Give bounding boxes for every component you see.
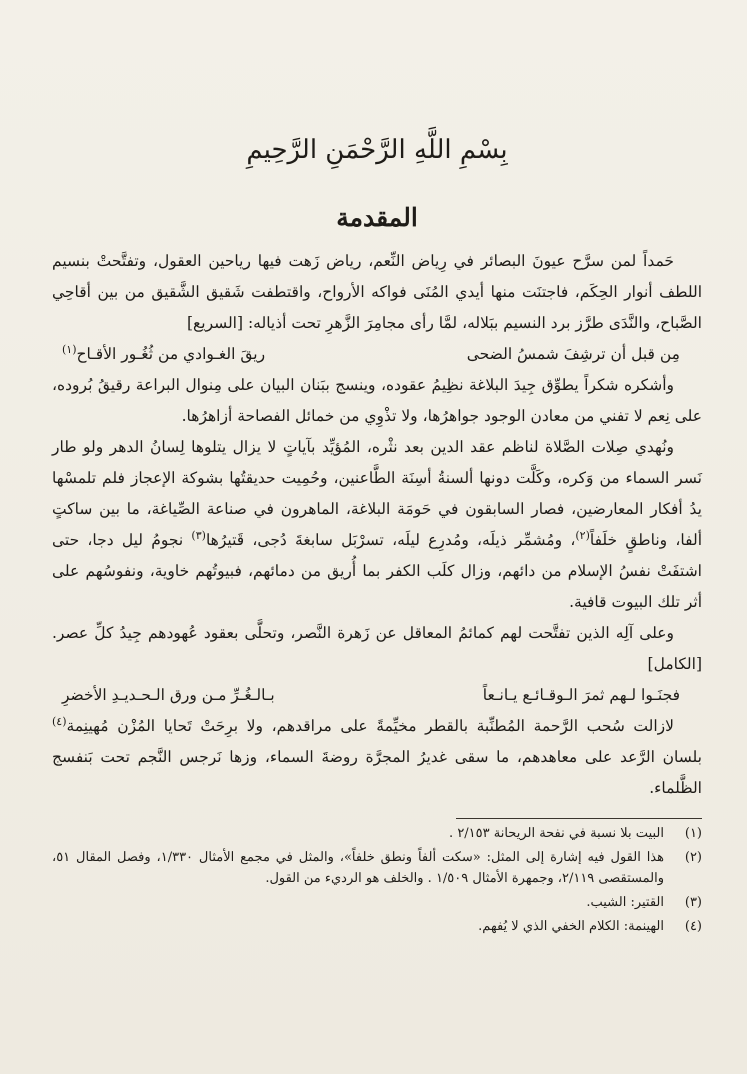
page-title: المقدمة — [336, 203, 418, 232]
footnote-number: (٢) — [684, 850, 702, 865]
paragraph-5 — [52, 711, 702, 804]
footnote-number: (٤) — [684, 919, 702, 934]
footnote-ref-1: (١) — [62, 342, 77, 356]
footnote-text: هذا القول فيه إشارة إلى المثل: «سكت ألفاً ونطق خلفاً»، والمثل في مجمع الأمثال ١/٣٣٠، وفصل المقال ٥١، والمستقصى ٢/١١٩، وجمهرة الأمثال ١/٥٠٩ . والخلف هو الرديء من القول. — [52, 850, 664, 886]
footnote-ref-3: (٣) — [191, 528, 206, 542]
footnote-number: (١) — [684, 826, 702, 841]
footnote-item — [52, 823, 702, 844]
verse-2 — [52, 680, 702, 711]
footnote-item — [52, 916, 702, 937]
verse-2-second-hemistich: بـالـغُـرِّ مـن ورق الـحـديـدِ الأخضرِ — [62, 686, 275, 704]
footnotes — [52, 823, 702, 937]
footnote-text: القتير: الشيب. — [586, 895, 664, 910]
paragraph-3-part-c: نجومُ ليل دجا، حتى اشتفَتْ نفسُ الإسلام من دائهم، وزال كلَب الكفر بما أُريق من دمائهم، فبيوتُهم خاوية، ونفوسُهم على أثر تلك البيوت قافية. — [52, 531, 702, 611]
paragraph-1: حَمداً لمن سرَّح عيونَ البصائر في رِياض النِّعم، رياض زَهت فيها رياحين العقول، وتفتَّحتْ بنسيم اللطف أنوار الحِكَم، فاجتنَت منها أيدي المُنَى فواكه الأرواح، واقتطفت شَقيق الشَّقيق من بين أقاحِي الصَّباح، والنَّدَى طرَّز برد النسيم ببَلاله، لمَّا رأى مجامِرَ الزَّهرِ تحت أذياله: [السريع] — [52, 252, 702, 332]
paragraph-5-part-b: بلسان الرَّعد على معاهدهم، ما سقى غديرُ المجرَّة روضةَ السماء، وزها نَرجس النَّجم تحت بَنفسج الظَّلماء. — [52, 748, 702, 797]
footnote-separator — [456, 818, 702, 819]
footnote-text: الهينمة: الكلام الخفي الذي لا يُفهم. — [478, 919, 664, 934]
paragraph-2: وأشكره شكراً يطوِّق جِيدَ البلاغة نظِيمُ عقوده، وينسج ببَنان البيان على مِنوال البراعة رقيقُ بُروده، على نِعم لا تفني من معادن الوجود جواهرُها، ولا تذْوِي من خمائل الفصاحة أزاهرُها. — [52, 376, 702, 425]
basmala: بِسْمِ اللَّهِ الرَّحْمَنِ الرَّحِيمِ — [246, 135, 508, 165]
verse-1-second-text: ريقَ الغـوادي من ثُغُـور الأقـاح — [76, 345, 266, 363]
page-content — [52, 128, 702, 940]
paragraph-4: وعلى آلِه الذين تفتَّحت لهم كمائمُ المعاقل عن زَهرة النَّصر، وتحلَّى بعقود عُهودهم جِيدُ كلِّ عصر. [الكامل] — [52, 624, 702, 673]
footnote-ref-2: (٢) — [575, 528, 590, 542]
verse-1-first-hemistich: مِن قبل أن ترشِفَ شمسُ الضحى — [466, 345, 680, 363]
paragraph-5-part-a: لازالت سُحب الرَّحمة المُطنِّبة بالقطر مخيِّمةً على مراقدهم، ولا برِحَتْ تَحايا المُزْن مُهينِمة — [66, 717, 674, 735]
paragraph-3-part-a: ونُهدي صِلات الصَّلاة لناظم عقد الدين بعد نثْره، المُؤيِّد بآياتٍ لا يزال يتلوها لِسانُ الدهر ولو طار نَسر السماء من وَكره، وكَلَّت دونها ألسنةُ أسِنَة الطَّاعنين، وحُمِيت حديقتُها بشوكة الإعجاز فلم تلمسْها يدُ أفكار المعارضين، فصار السابقون في حَومَة البلاغة، الماهرون في صناعة الصِّياغة، ما بين ساكتٍ ألفا، وناطقٍ خلَفاً — [52, 438, 702, 549]
verse-2-first-hemistich: فجنَـوا لـهم ثمرَ الـوقـائـع يـانـعاً — [482, 686, 680, 704]
verse-1-second-hemistich — [62, 339, 265, 370]
footnote-item — [52, 847, 702, 889]
paragraph-3-part-b: ، ومُشمِّر ذيلَه، ومُدرِع ليلَه، تسرْبَل سابغةَ دُجى، قَتيرُها — [205, 531, 576, 549]
footnote-text: البيت بلا نسبة في نفحة الريحانة ٢/١٥٣ . — [449, 826, 664, 841]
paragraph-3 — [52, 432, 702, 618]
footnote-item — [52, 892, 702, 913]
footnote-number: (٣) — [684, 895, 702, 910]
footnote-ref-4: (٤) — [52, 714, 67, 728]
verse-1 — [52, 339, 702, 370]
